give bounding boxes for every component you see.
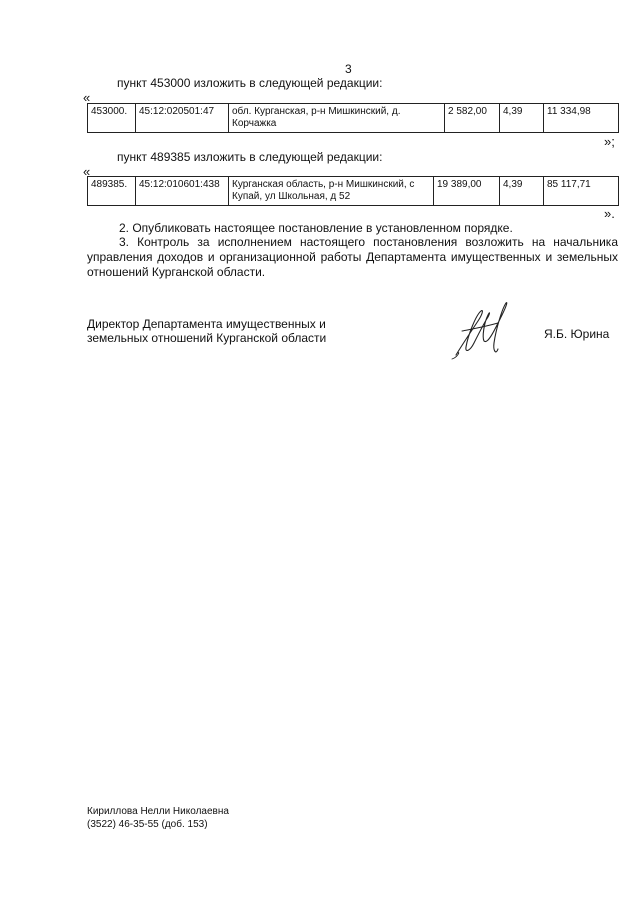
row-number: 453000. [88, 104, 136, 133]
paragraph-publish: 2. Опубликовать настоящее постановление в установленном порядке. [119, 221, 513, 235]
amendment-intro-2: пункт 489385 изложить в следующей редакции: [117, 150, 383, 164]
address-cell: Курганская область, р-н Мишкинский, с Купай, ул Школьная, д 52 [229, 177, 434, 206]
area-cell: 19 389,00 [434, 177, 500, 206]
amendment-intro-1: пункт 453000 изложить в следующей редакции: [117, 76, 383, 90]
cadastral-number: 45:12:010601:438 [136, 177, 229, 206]
signatory-title-line2: земельных отношений Курганской области [87, 331, 327, 345]
cadastral-table-1 [87, 103, 619, 133]
page-number: 3 [345, 62, 352, 76]
table-row [88, 177, 619, 206]
value-cell: 11 334,98 [544, 104, 619, 133]
rate-cell: 4,39 [500, 177, 544, 206]
address-cell: обл. Курганская, р-н Мишкинский, д. Корчажка [229, 104, 445, 133]
paragraph-control: 3. Контроль за исполнением настоящего постановления возложить на начальника управления доходов и организационной работы Департамента имущественных и земельных отношений Курганской области. [87, 235, 618, 279]
cadastral-number: 45:12:020501:47 [136, 104, 229, 133]
area-cell: 2 582,00 [445, 104, 500, 133]
open-quote-2: « [83, 164, 91, 179]
row-number: 489385. [88, 177, 136, 206]
close-quote-2: ». [604, 206, 615, 221]
executor-phone: (3522) 46-35-55 (доб. 153) [87, 819, 208, 830]
executor-name: Кириллова Нелли Николаевна [87, 806, 229, 817]
table-row [88, 104, 619, 133]
signatory-name: Я.Б. Юрина [544, 327, 610, 341]
cadastral-table-2 [87, 176, 619, 206]
rate-cell: 4,39 [500, 104, 544, 133]
signatory-title-line1: Директор Департамента имущественных и [87, 317, 326, 331]
handwritten-signature [448, 293, 523, 363]
open-quote-1: « [83, 90, 91, 105]
value-cell: 85 117,71 [544, 177, 619, 206]
close-quote-1: »; [604, 134, 615, 149]
